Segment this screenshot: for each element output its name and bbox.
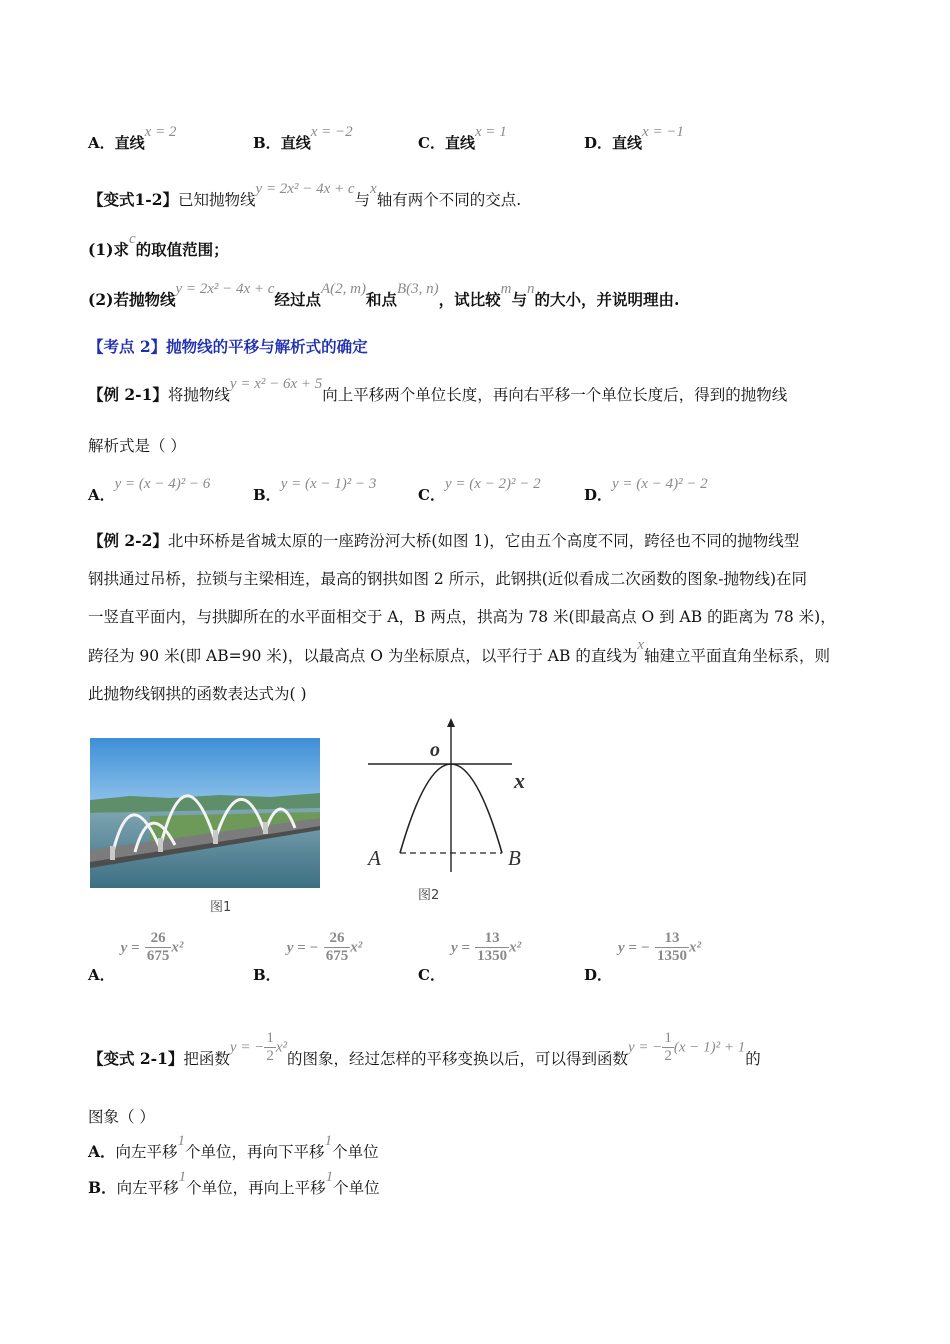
- text: 与: [511, 290, 528, 309]
- equation-lhs: y = −: [229, 1039, 265, 1056]
- text: 的取值范围；: [135, 240, 229, 259]
- equation: y = x² − 6x + 5: [229, 376, 323, 392]
- number: 1: [178, 1169, 187, 1185]
- text: 轴建立平面直角坐标系，则: [644, 647, 831, 665]
- denominator: 675: [146, 948, 170, 964]
- equation-lhs: y = −: [628, 1039, 663, 1056]
- text: 经过点: [274, 290, 321, 309]
- variant-2-1-option-a: [88, 1133, 379, 1163]
- example-2-2-line1: [88, 531, 799, 551]
- option-label: B．: [253, 965, 281, 984]
- example-2-2-line3: 一竖直平面内，与拱脚所在的水平面相交于 A，B 两点，拱高为 78 米(即最高点 O 到 AB 的距离为 78 米)，: [88, 608, 836, 626]
- option-label: D．: [584, 486, 613, 504]
- text: 将抛物线: [167, 386, 230, 404]
- option-label: C．: [418, 486, 445, 504]
- option-label: A．: [88, 965, 115, 984]
- variant-2-1-stem-cont: 图象（ ）: [88, 1108, 155, 1126]
- example-2-2-line4: [88, 637, 831, 667]
- number: 1: [177, 1133, 186, 1149]
- variant-2-1-option-b: [88, 1169, 380, 1199]
- option-math: x = 1: [474, 124, 507, 140]
- parabola-svg: [362, 716, 542, 876]
- text: 已知抛物线: [178, 191, 256, 209]
- text: 个单位，再向下平移: [185, 1143, 325, 1161]
- option-term: x²: [350, 939, 363, 956]
- option-text: 直线: [114, 134, 145, 152]
- ex21-option-c: [418, 476, 541, 505]
- variant-2-1-stem: [88, 1030, 761, 1068]
- text: 的: [745, 1049, 761, 1068]
- option-label: B．: [88, 1178, 117, 1197]
- point-a: A(2, m): [320, 281, 366, 297]
- numerator: 13: [475, 930, 509, 948]
- q1-option-d: [584, 124, 684, 153]
- question-tag: 【变式1-2】: [88, 190, 179, 209]
- example-2-1-stem: [88, 376, 788, 406]
- option-label: B．: [253, 134, 281, 152]
- example-2-1-stem-cont: 解析式是（ ）: [88, 437, 186, 455]
- text: 向左平移: [115, 1143, 178, 1161]
- variable: x: [370, 181, 377, 197]
- option-label: A．: [88, 486, 115, 504]
- option-math: y = (x − 4)² − 2: [612, 476, 708, 492]
- numerator: 13: [655, 930, 689, 948]
- variable: x: [637, 637, 644, 653]
- variable: n: [527, 281, 535, 297]
- denominator: 2: [664, 1048, 672, 1064]
- ex21-option-a: [88, 476, 211, 505]
- ex21-option-b: [253, 476, 377, 505]
- number: 1: [324, 1133, 333, 1149]
- option-lhs: y =: [120, 939, 140, 956]
- option-label: D．: [584, 965, 613, 984]
- equation: y = 2x² − 4x + c: [175, 281, 275, 297]
- variant-1-2-part1: [88, 231, 229, 261]
- fraction: [145, 930, 172, 965]
- option-math: x = 2: [144, 124, 177, 140]
- point-b-label: B: [508, 846, 521, 870]
- option-label: C．: [418, 965, 445, 984]
- parabola-diagram: [362, 716, 542, 876]
- numerator: 26: [324, 930, 351, 948]
- origin-label: o: [430, 739, 440, 761]
- equation-term: (x − 1)² + 1: [673, 1039, 746, 1056]
- ex22-option-b: [253, 930, 363, 984]
- fraction: [264, 1030, 276, 1065]
- text: 个单位: [332, 1143, 379, 1161]
- point-a-label: A: [368, 846, 381, 870]
- numerator: 1: [664, 1030, 672, 1046]
- option-term: x²: [689, 939, 702, 956]
- question-tag: 【变式 2-1】: [88, 1048, 184, 1068]
- denominator: 2: [266, 1048, 274, 1064]
- variable: c: [128, 231, 136, 247]
- ex21-option-d: [584, 476, 708, 505]
- option-term: x²: [509, 939, 522, 956]
- option-math: x = −1: [642, 124, 684, 140]
- option-label: D．: [584, 134, 613, 152]
- text: 和点: [365, 290, 397, 309]
- option-text: 直线: [444, 134, 475, 152]
- text: 北中环桥是省城太原的一座跨汾河大桥(如图 1)，它由五个高度不同，跨径也不同的抛物线型: [167, 532, 800, 550]
- q1-option-c: [418, 124, 507, 153]
- option-lhs: y = −: [286, 939, 319, 956]
- text: 跨径为 90 米(即 AB=90 米)，以最高点 O 为坐标原点，以平行于 AB 的直线为: [88, 647, 638, 665]
- fraction: [324, 930, 351, 965]
- numerator: 1: [266, 1030, 274, 1046]
- variable: m: [500, 281, 512, 297]
- variant-1-2-part2: [88, 281, 680, 311]
- text: (2)若抛物线: [88, 290, 176, 309]
- fraction: [655, 930, 689, 965]
- text: 个单位: [333, 1179, 380, 1197]
- text: 与: [354, 191, 371, 209]
- option-lhs: y =: [450, 939, 470, 956]
- ex22-option-c: [418, 930, 522, 984]
- option-lhs: y = −: [618, 939, 650, 956]
- fraction: [662, 1030, 674, 1065]
- text: 的图象，经过怎样的平移变换以后，可以得到函数: [286, 1049, 628, 1068]
- text: 把函数: [183, 1049, 230, 1068]
- text: 的大小，并说明理由.: [534, 290, 680, 309]
- denominator: 1350: [657, 948, 688, 964]
- option-label: A．: [88, 1142, 116, 1161]
- q1-option-a: [88, 124, 177, 153]
- option-text: 直线: [280, 134, 311, 152]
- point-b: B(3, n): [396, 281, 439, 297]
- equation: y = 2x² − 4x + c: [255, 181, 355, 197]
- option-term: x²: [171, 939, 184, 956]
- ex22-option-d: [584, 930, 702, 984]
- example-2-2-line2: 钢拱通过吊桥，拉锁与主梁相连，最高的钢拱如图 2 所示，此钢拱(近似看成二次函数的图象-抛物线)在同: [88, 570, 808, 588]
- numerator: 26: [145, 930, 172, 948]
- option-math: y = (x − 2)² − 2: [444, 476, 541, 492]
- option-math: x = −2: [310, 124, 353, 140]
- equation-term: x²: [275, 1039, 287, 1056]
- text: 轴有两个不同的交点.: [376, 191, 522, 209]
- option-text: 直线: [612, 134, 643, 152]
- option-label: A．: [88, 134, 115, 152]
- option-math: y = (x − 1)² − 3: [280, 476, 377, 492]
- text: 向上平移两个单位长度，再向右平移一个单位长度后，得到的抛物线: [322, 386, 788, 404]
- denominator: 1350: [477, 948, 508, 964]
- example-2-2-line5: 此抛物线钢拱的函数表达式为( ): [88, 685, 307, 703]
- text: 向左平移: [116, 1179, 179, 1197]
- key-point-2-heading: 【考点 2】抛物线的平移与解析式的确定: [88, 337, 368, 356]
- denominator: 675: [325, 948, 349, 964]
- text: ，试比较: [438, 290, 501, 309]
- text: 个单位，再向上平移: [186, 1179, 326, 1197]
- ex22-option-a: [88, 930, 184, 984]
- number: 1: [325, 1169, 334, 1185]
- q1-option-b: [253, 124, 353, 153]
- figure-1-caption: 图1: [210, 900, 232, 915]
- text: (1)求: [88, 240, 129, 259]
- fraction: [475, 930, 509, 965]
- question-tag: 【例 2-2】: [88, 531, 168, 550]
- option-label: B．: [253, 486, 281, 504]
- variant-1-2-stem: [88, 181, 522, 211]
- option-label: C．: [418, 134, 445, 152]
- y-axis-arrow: [447, 718, 455, 727]
- bridge-photo: [90, 738, 320, 888]
- option-math: y = (x − 4)² − 6: [114, 476, 211, 492]
- question-tag: 【例 2-1】: [88, 385, 168, 404]
- bridge-illustration: [90, 738, 320, 888]
- figure-2-caption: 图2: [418, 888, 440, 903]
- x-axis-label: x: [514, 768, 525, 793]
